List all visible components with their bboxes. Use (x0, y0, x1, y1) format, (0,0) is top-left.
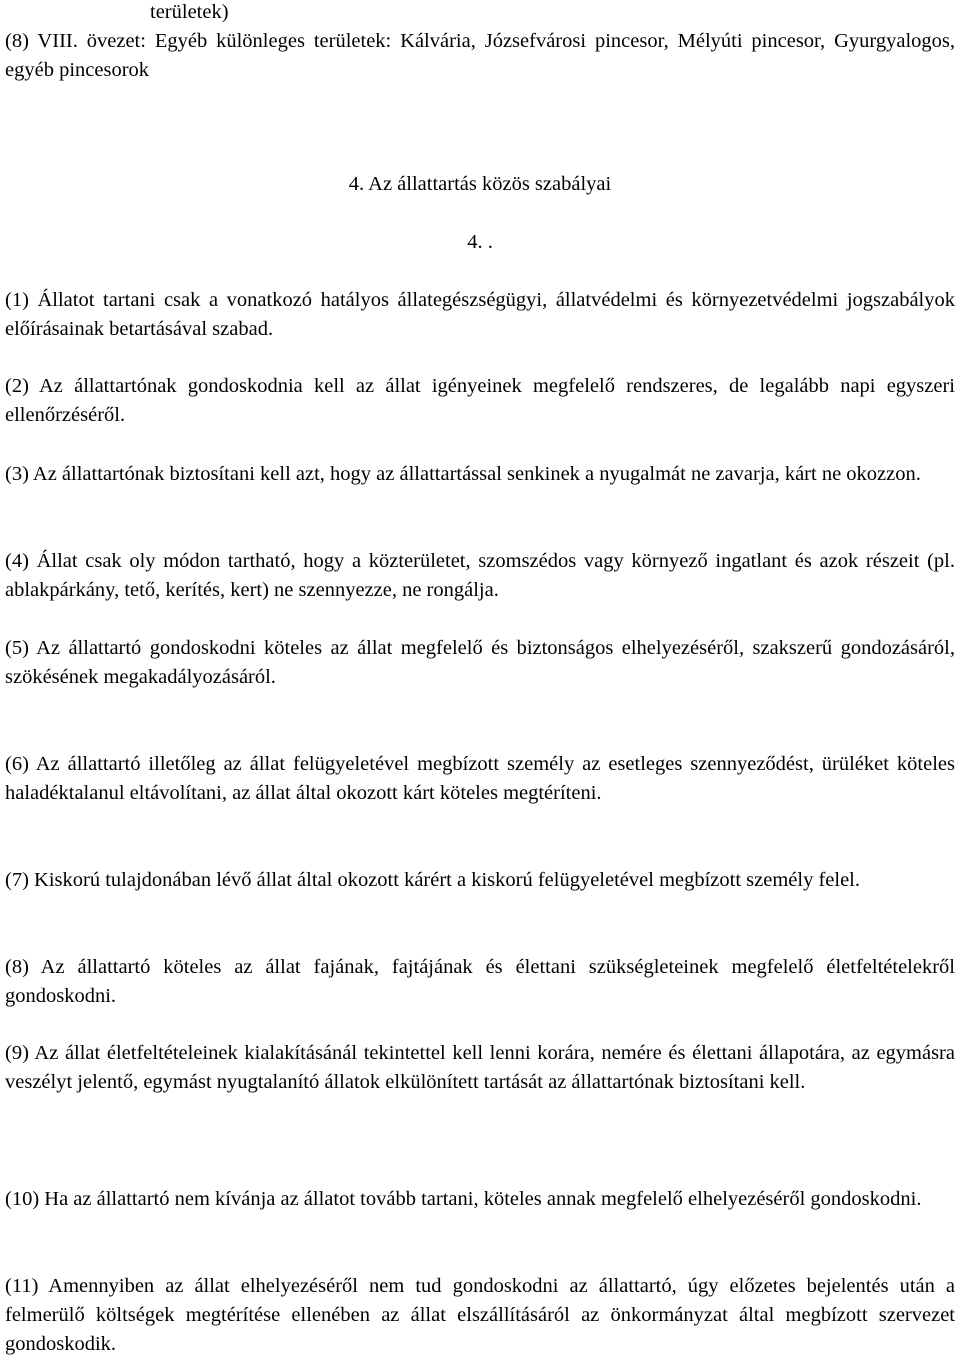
paragraph-5: (5) Az állattartó gondoskodni köteles az állat megfelelő és biztonságos elhelyezéséről, szakszerű gondozásáról, szökésének megakadályozásáról. (5, 637, 955, 688)
paragraph-10: (10) Ha az állattartó nem kívánja az állatot tovább tartani, köteles annak megfelelő elhelyezéséről gondoskodni. (5, 1188, 922, 1210)
zone-paragraph: (8) VIII. övezet: Egyéb különleges területek: Kálvária, Józsefvárosi pincesor, Mélyúti pincesor, Gyurgyalogos, egyéb pincesorok (5, 30, 955, 81)
paragraph-3: (3) Az állattartónak biztosítani kell azt, hogy az állattartással senkinek a nyugalmát ne zavarja, kárt ne okozzon. (5, 463, 921, 485)
paragraph-7: (7) Kiskorú tulajdonában lévő állat által okozott kárért a kiskorú felügyeletével megbízott személy felel. (5, 869, 861, 891)
paragraph-9: (9) Az állat életfeltételeinek kialakításánál tekintettel kell lenni korára, nemére és élettani állapotára, az egymásra veszélyt jelentő, egymást nyugtalanító állatok elkülönített tartását az állattartónak biztosítani kell. (5, 1042, 955, 1093)
section-number: 4. . (467, 231, 493, 253)
paragraph-6: (6) Az állattartó illetőleg az állat felügyeletével megbízott személy az esetleges szennyeződést, ürüléket köteles haladéktalanul eltávolítani, az állat által okozott kárt köteles megtéríteni. (5, 753, 955, 804)
section-title: 4. Az állattartás közös szabályai (348, 173, 612, 195)
paragraph-2: (2) Az állattartónak gondoskodnia kell az állat igényeinek megfelelő rendszeres, de legalább napi egyszeri ellenőrzéséről. (5, 375, 955, 426)
paragraph-11: (11) Amennyiben az állat elhelyezéséről nem tud gondoskodni az állattartó, úgy előzetes bejelentés után a felmerülő költségek megtérítése ellenében az állat elszállításáról az önkormányzat által megbízott szervezet gondoskodik. (5, 1275, 955, 1355)
paragraph-1: (1) Állatot tartani csak a vonatkozó hatályos állategészségügyi, állatvédelmi és környezetvédelmi jogszabályok előírásainak betartásával szabad. (5, 289, 955, 340)
top-fragment: területek) (150, 1, 229, 23)
paragraph-4: (4) Állat csak oly módon tartható, hogy a közterületet, szomszédos vagy környező ingatlant és azok részeit (pl. ablakpárkány, tető, kerítés, kert) ne szennyezze, ne rongálja. (5, 550, 955, 601)
paragraph-8: (8) Az állattartó köteles az állat fajának, fajtájának és élettani szükségleteinek megfelelő életfeltételekről gondoskodni. (5, 956, 955, 1007)
